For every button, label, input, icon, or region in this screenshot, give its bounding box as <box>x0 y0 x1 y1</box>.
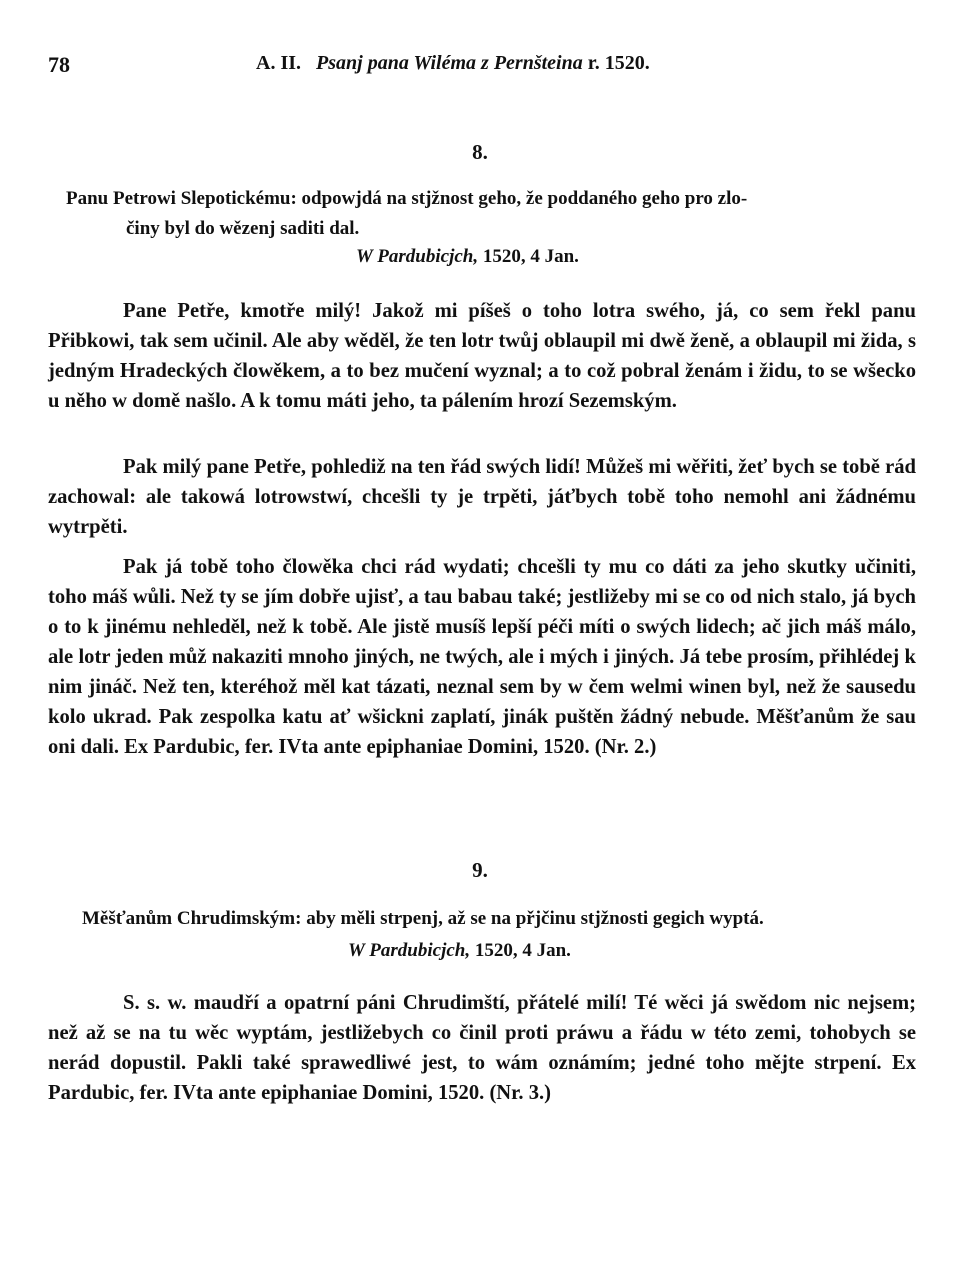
letter-paragraph: Pak já tobě toho člowěka chci rád wydati; chcešli ty mu co dáti za jeho skutky učiniti, toho máš wůli. Než ty se jím dobře ujisť, a tau babau také; jestližeby mi se co od nich stalo, já bych o to k jinému nehleděl, než k tobě. Ale jistě musíš lepší péči míti o swých lidech; ač jich máš málo, ale lotr jeden můž nakaziti mnoho jiných, ne twých, ale i mých i jiných. Já tebe prosím, přihlédej k nim jináč. Než ten, kteréhož měl kat tázati, neznal sem by w čem welmi winen byl, než že sausedu kolo ukrad. Pak zespolka katu ať wšickni zaplatí, jinák puštěn žádný nebude. Měšťanům že sau oni dali. Ex Pardubic, fer. IVta ante epiphaniae Domini, 1520. (Nr. 2.) <box>48 556 916 758</box>
addressee-line: Panu Petrowi Slepotickému: odpowjdá na stjžnost geho, že poddaného geho pro zlo- <box>66 188 748 209</box>
letter-addressee <box>66 184 920 244</box>
dateline-date: 1520, 4 Jan. <box>474 940 571 961</box>
work-title: Psanj pana Wiléma z Pernšteina <box>316 52 583 74</box>
letter-dateline <box>348 940 571 962</box>
running-title <box>256 52 650 75</box>
dateline-place: W Pardubicjch, <box>356 246 479 267</box>
letter-addressee <box>82 904 922 934</box>
letter-paragraph: Pak milý pane Petře, pohlediž na ten řád swých lidí! Můžeš mi wěřiti, žeť bych se tobě rád zachowal: ale takowá lotrowstwí, chcešli ty je trpěti, jáťbych tobě toho nemohl ani žádnému wytrpěti. <box>48 456 916 538</box>
letter-number: 9. <box>472 858 488 882</box>
letter-paragraph: S. s. w. maudří a opatrní páni Chrudimští, přátelé milí! Té wěci já swědom nic nejsem; než až se na tu wěc wyptám, jestližebych co činil proti práwu a řádu w této zemi, tohobych se nerád dopustil. Pakli také sprawedliwé jest, to wám oznámím; jedné toho mějte strpení. Ex Pardubic, fer. IVta ante epiphaniae Domini, 1520. (Nr. 3.) <box>48 992 916 1104</box>
addressee-line: činy byl do wězenj saditi dal. <box>126 218 360 239</box>
header-year: r. 1520. <box>587 52 650 74</box>
page-number: 78 <box>48 52 70 77</box>
running-header <box>48 52 916 88</box>
letter-number: 8. <box>472 140 488 164</box>
dateline-date: 1520, 4 Jan. <box>482 246 579 267</box>
letter-paragraph: Pane Petře, kmotře milý! Jakož mi píšeš o toho lotra swého, já, co sem řekl panu Přibkowi, tak sem učinil. Ale aby wěděl, že ten lotr twůj oblaupil mi dwě ženě, a oblaupil mi žida, s jedným Hradeckých člowěkem, a to bez mučení wyznal; a to což pobral ženám i židu, to se wšecko u něho w domě našlo. A k tomu máti jeho, ta pálením hrozí Sezemským. <box>48 300 916 412</box>
addressee-line: Měšťanům Chrudimským: aby měli strpenj, až se na přjčinu stjžnosti gegich wyptá. <box>82 908 764 929</box>
letter-dateline <box>356 246 579 268</box>
dateline-place: W Pardubicjch, <box>348 940 471 961</box>
part-label: A. II. <box>256 52 302 74</box>
